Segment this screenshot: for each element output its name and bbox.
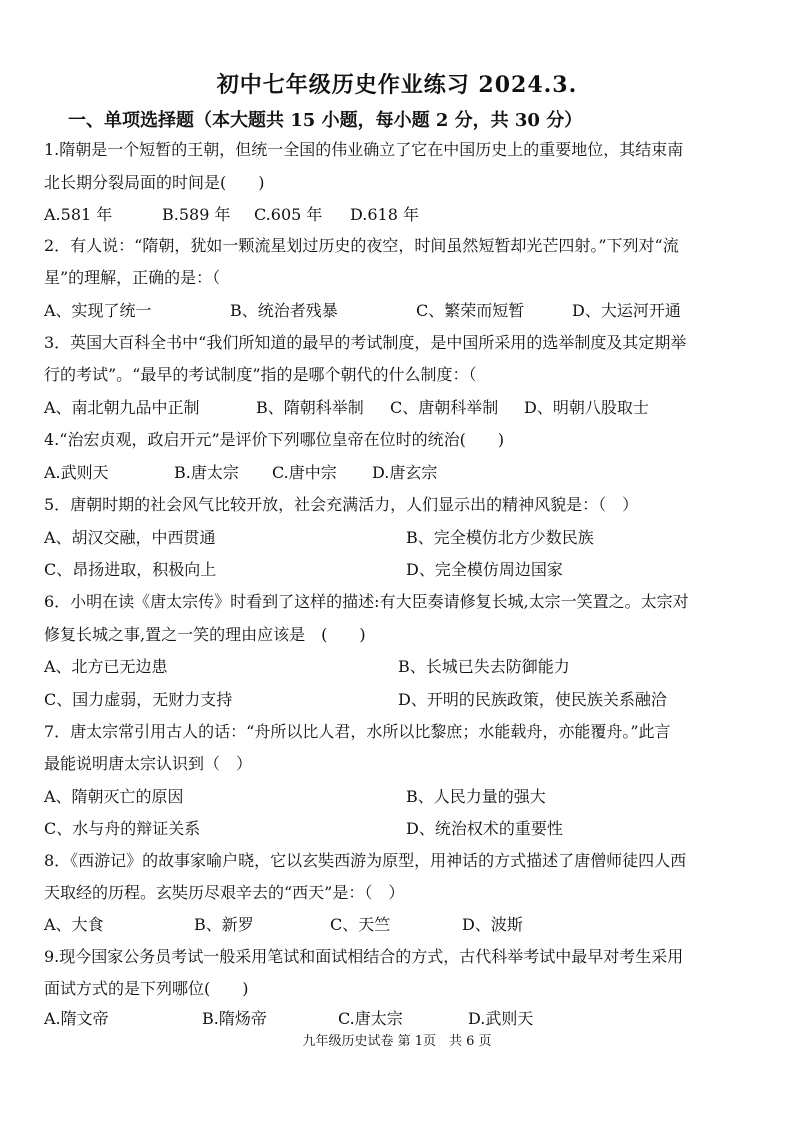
question-2-line-1: 2．有人说：“隋朝，犹如一颗流星划过历史的夜空，时间虽然短暂却光芒四射。”下列对“流 (44, 236, 679, 255)
question-5-option-b: B、完全模仿北方少数民族 (406, 528, 594, 547)
question-5-option-c: C、昂扬进取，积极向上 (44, 560, 217, 579)
question-8-option-a: A、大食 (44, 915, 104, 934)
question-1-option-d: D.618 年 (350, 205, 419, 224)
question-6-option-b: B、长城已失去防御能力 (398, 657, 570, 676)
question-3-option-c: C、唐朝科举制 (390, 398, 499, 417)
question-6-line-1: 6．小明在读《唐太宗传》时看到了这样的描述:有大臣奏请修复长城,太宗一笑置之。太宗对 (44, 592, 689, 611)
page-title: 初中七年级历史作业练习 2024.3. (216, 72, 578, 98)
question-1-option-c: C.605 年 (254, 205, 323, 224)
page-footer: 九年级历史试卷 第 1页 共 6 页 (302, 1034, 492, 1049)
question-2-option-b: B、统治者残暴 (230, 301, 338, 320)
question-9-option-a: A.隋文帝 (44, 1009, 109, 1028)
question-7-line-1: 7．唐太宗常引用古人的话：“舟所以比人君，水所以比黎庶；水能载舟，亦能覆舟。”此言 (44, 722, 671, 741)
question-1-option-a: A.581 年 (44, 205, 113, 224)
question-4-option-a: A.武则天 (44, 463, 109, 482)
question-2-line-2: 星”的理解，正确的是：（ (44, 268, 221, 287)
question-3-line-1: 3．英国大百科全书中“我们所知道的最早的考试制度，是中国所采用的选举制度及其定期举 (44, 333, 687, 352)
question-3-option-b: B、隋朝科举制 (256, 398, 364, 417)
question-4-option-d: D.唐玄宗 (372, 463, 438, 482)
question-8-line-2: 天取经的历程。玄奘历尽艰辛去的“西天”是：（ ） (44, 883, 405, 902)
question-5-option-a: A、胡汉交融，中西贯通 (44, 528, 216, 547)
question-2-option-c: C、繁荣而短暂 (416, 301, 525, 320)
question-7-option-c: C、水与舟的辩证关系 (44, 819, 201, 838)
question-9-option-b: B.隋炀帝 (202, 1009, 267, 1028)
question-1-option-b: B.589 年 (162, 205, 231, 224)
section-heading: 一、单项选择题（本大题共 15 小题，每小题 2 分，共 30 分） (68, 110, 583, 131)
question-7-line-2: 最能说明唐太宗认识到（ ） (44, 754, 253, 773)
question-6-line-2: 修复长城之事,置之一笑的理由应该是 ( ) (44, 625, 366, 644)
question-6-option-d: D、开明的民族政策，使民族关系融洽 (398, 690, 667, 709)
question-8-line-1: 8．《西游记》的故事家喻户晓，它以玄奘西游为原型，用神话的方式描述了唐僧师徒四人西 (44, 851, 687, 870)
question-8-option-d: D、波斯 (462, 915, 523, 934)
question-6-option-c: C、国力虚弱，无财力支持 (44, 690, 233, 709)
question-7-option-a: A、隋朝灭亡的原因 (44, 787, 184, 806)
question-9-line-1: 9.现今国家公务员考试一般采用笔试和面试相结合的方式，古代科举考试中最早对考生采用 (44, 947, 684, 966)
question-9-option-c: C.唐太宗 (338, 1009, 403, 1028)
question-5-line-1: 5．唐朝时期的社会风气比较开放，社会充满活力，人们显示出的精神风貌是：（ ） (44, 495, 639, 514)
question-6-option-a: A、北方已无边患 (44, 657, 168, 676)
question-4-option-b: B.唐太宗 (174, 463, 239, 482)
question-5-option-d: D、完全模仿周边国家 (406, 560, 563, 579)
question-9-option-d: D.武则天 (468, 1009, 534, 1028)
question-7-option-b: B、人民力量的强大 (406, 787, 546, 806)
question-3-line-2: 行的考试”。“最早的考试制度”指的是哪个朝代的什么制度：（ (44, 365, 477, 384)
question-9-line-2: 面试方式的是下列哪位( ) (44, 979, 249, 998)
question-8-option-b: B、新罗 (194, 915, 254, 934)
question-1-line-1: 1.隋朝是一个短暂的王朝，但统一全国的伟业确立了它在中国历史上的重要地位，其结束南 (44, 140, 684, 159)
question-2-option-a: A、实现了统一 (44, 301, 152, 320)
question-4-option-c: C.唐中宗 (272, 463, 337, 482)
question-4-line-1: 4.“治宏贞观，政启开元”是评价下列哪位皇帝在位时的统治( ) (44, 430, 505, 449)
question-3-option-d: D、明朝八股取士 (524, 398, 649, 417)
question-1-line-2: 北长期分裂局面的时间是( ) (44, 173, 265, 192)
question-2-option-d: D、大运河开通 (572, 301, 681, 320)
question-7-option-d: D、统治权术的重要性 (406, 819, 563, 838)
question-8-option-c: C、天竺 (330, 915, 391, 934)
question-3-option-a: A、南北朝九品中正制 (44, 398, 200, 417)
